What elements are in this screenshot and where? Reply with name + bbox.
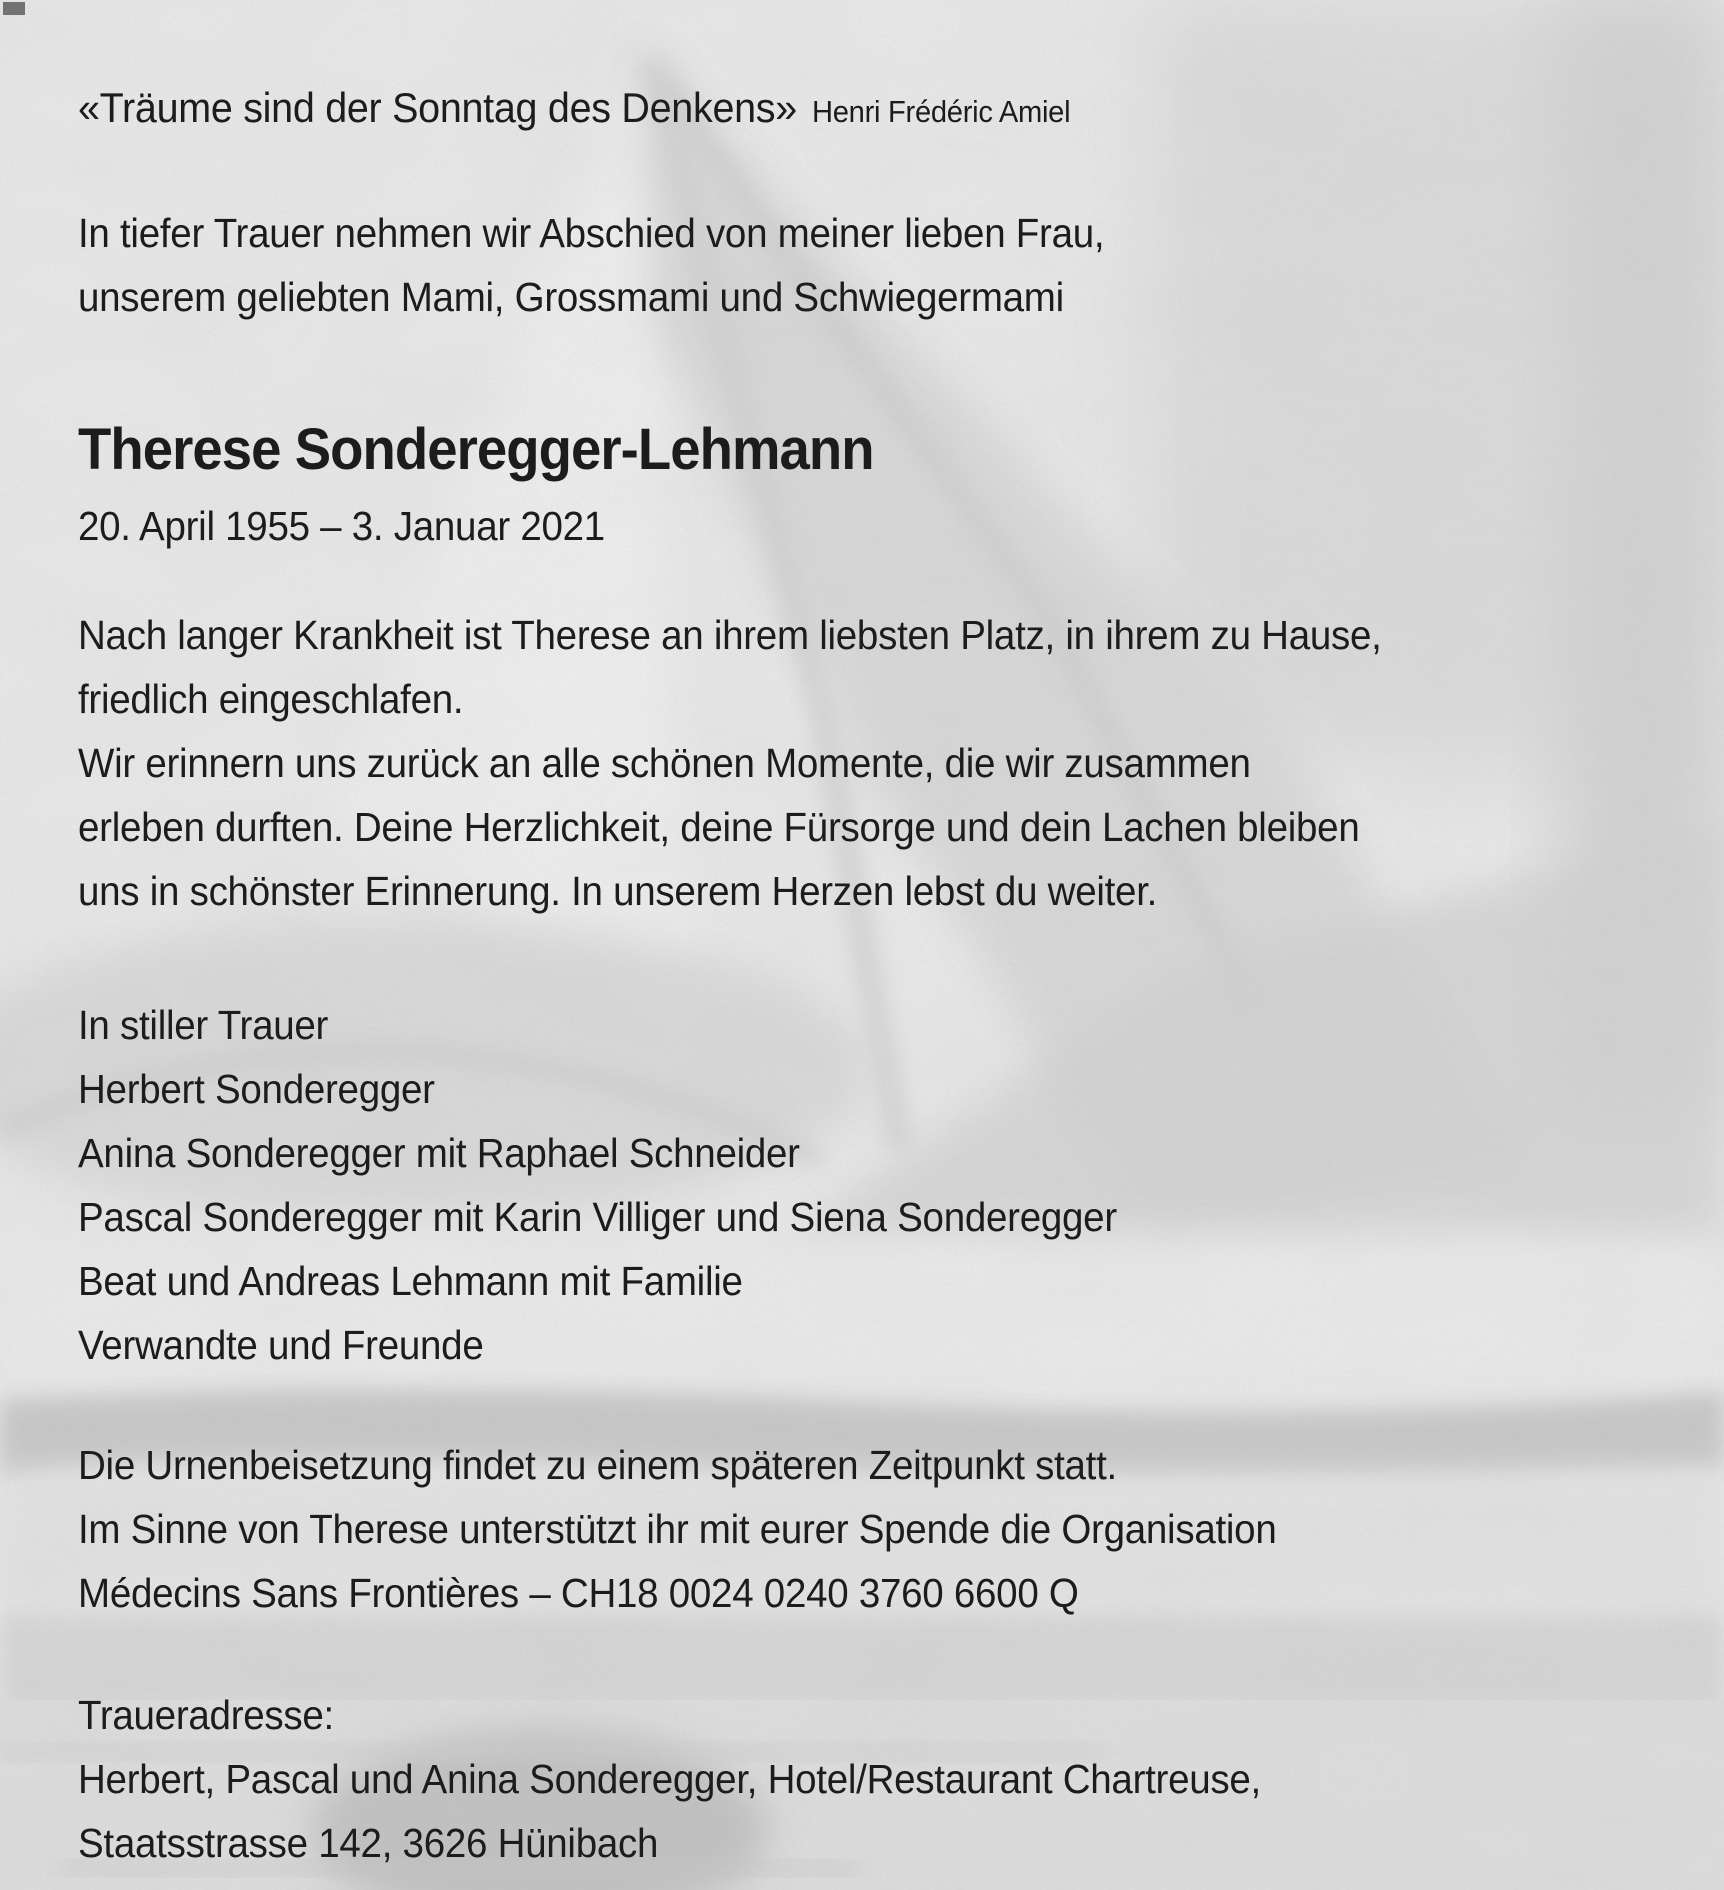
funeral-line: Die Urnenbeisetzung findet zu einem späteren Zeitpunkt statt. xyxy=(78,1442,1117,1488)
quote-text: «Träume sind der Sonntag des Denkens» xyxy=(78,84,797,131)
obituary-line: friedlich eingeschlafen. xyxy=(78,676,464,722)
mourning-address-label: Traueradresse: xyxy=(78,1692,334,1738)
intro-line: unserem geliebten Mami, Grossmami und Schwiegermami xyxy=(78,274,1064,320)
quote-line xyxy=(78,80,1070,140)
obituary-line: Nach langer Krankheit ist Therese an ihrem liebsten Platz, in ihrem zu Hause, xyxy=(78,612,1382,658)
quote-attribution: Henri Frédéric Amiel xyxy=(811,94,1071,129)
mourning-address-list xyxy=(78,1747,1261,1875)
mourner-line: Anina Sonderegger mit Raphael Schneider xyxy=(78,1130,800,1176)
mourner-line: Verwandte und Freunde xyxy=(78,1322,484,1368)
mourners-list xyxy=(78,1057,1117,1377)
mourning-address-section xyxy=(78,1683,1261,1875)
funeral-line: Médecins Sans Frontières – CH18 0024 0240 3760 6600 Q xyxy=(78,1570,1079,1616)
mourner-line: Pascal Sonderegger mit Karin Villiger und Siena Sonderegger xyxy=(78,1194,1117,1240)
address-line: Staatsstrasse 142, 3626 Hünibach xyxy=(78,1820,659,1866)
mourners-section xyxy=(78,993,1117,1377)
obituary-line: Wir erinnern uns zurück an alle schönen Momente, die wir zusammen xyxy=(78,740,1251,786)
obituary-line: erleben durften. Deine Herzlichkeit, deine Fürsorge und dein Lachen bleiben xyxy=(78,804,1360,850)
obituary-line: uns in schönster Erinnerung. In unserem Herzen lebst du weiter. xyxy=(78,868,1158,914)
funeral-line: Im Sinne von Therese unterstützt ihr mit eurer Spende die Organisation xyxy=(78,1506,1277,1552)
obituary-paragraph xyxy=(78,603,1382,923)
life-dates: 20. April 1955 – 3. Januar 2021 xyxy=(78,503,605,549)
funeral-info xyxy=(78,1433,1277,1625)
intro-paragraph xyxy=(78,201,1104,329)
intro-line: In tiefer Trauer nehmen wir Abschied von meiner lieben Frau, xyxy=(78,210,1105,256)
deceased-name: Therese Sonderegger-Lehmann xyxy=(78,417,874,482)
address-line: Herbert, Pascal und Anina Sonderegger, Hotel/Restaurant Chartreuse, xyxy=(78,1756,1261,1802)
mourner-line: Herbert Sonderegger xyxy=(78,1066,435,1112)
mourner-line: Beat und Andreas Lehmann mit Familie xyxy=(78,1258,743,1304)
mourners-heading: In stiller Trauer xyxy=(78,1002,329,1048)
